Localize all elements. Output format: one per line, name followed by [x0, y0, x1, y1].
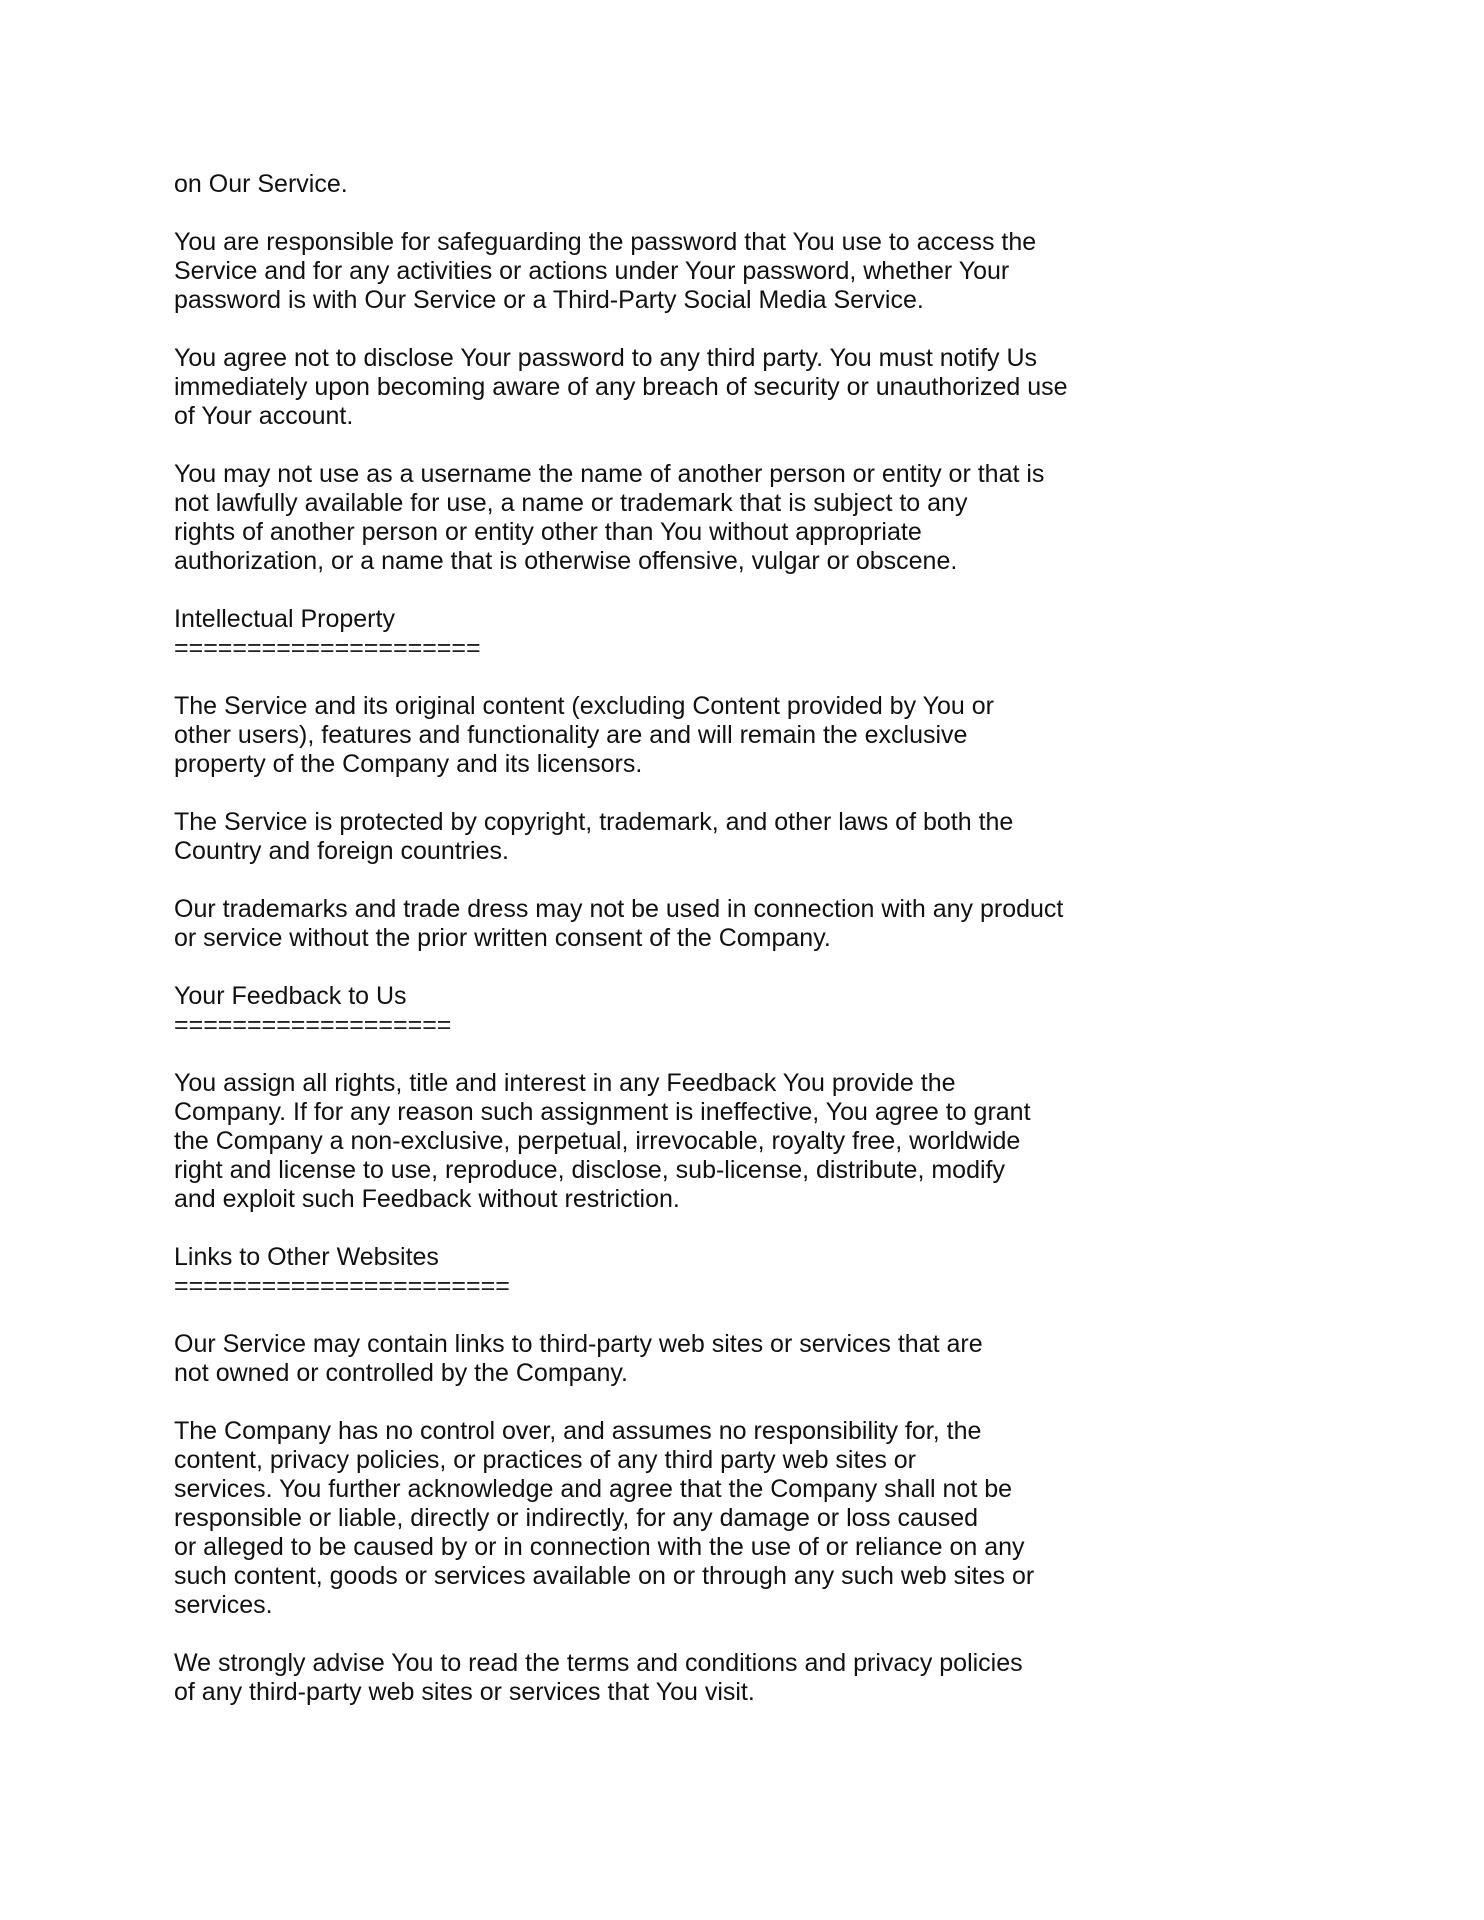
- paragraph-line: Our Service may contain links to third-party web sites or services that are: [174, 1330, 983, 1358]
- paragraph-line: The Company has no control over, and assumes no responsibility for, the: [174, 1417, 982, 1445]
- paragraph: [174, 1330, 1174, 1388]
- paragraph-line: Country and foreign countries.: [174, 837, 509, 865]
- paragraph-line: We strongly advise You to read the terms and conditions and privacy policies: [174, 1649, 1023, 1677]
- paragraph-line: and exploit such Feedback without restriction.: [174, 1185, 680, 1213]
- document-page: [174, 170, 1174, 1736]
- paragraph-line: You agree not to disclose Your password to any third party. You must notify Us: [174, 344, 1038, 372]
- paragraph: [174, 1417, 1174, 1620]
- paragraph-line: Our trademarks and trade dress may not be used in connection with any product: [174, 895, 1064, 923]
- paragraph-line: such content, goods or services available on or through any such web sites or: [174, 1562, 1035, 1590]
- paragraph: [174, 344, 1174, 431]
- paragraph-line: You are responsible for safeguarding the password that You use to access the: [174, 228, 1037, 256]
- section-title: Your Feedback to Us: [174, 982, 407, 1010]
- paragraph-line: authorization, or a name that is otherwise offensive, vulgar or obscene.: [174, 547, 958, 575]
- paragraph: [174, 1069, 1174, 1214]
- section-heading: [174, 605, 1174, 663]
- section-title: Links to Other Websites: [174, 1243, 439, 1271]
- paragraph-line: The Service is protected by copyright, trademark, and other laws of both the: [174, 808, 1014, 836]
- paragraph-line: right and license to use, reproduce, disclose, sub-license, distribute, modify: [174, 1156, 1005, 1184]
- section-underline: =====================: [174, 634, 481, 662]
- section-heading: [174, 982, 1174, 1040]
- paragraph-line: of any third-party web sites or services that You visit.: [174, 1678, 755, 1706]
- paragraph-line: of Your account.: [174, 402, 354, 430]
- paragraph-line: rights of another person or entity other than You without appropriate: [174, 518, 922, 546]
- paragraph: [174, 1649, 1174, 1707]
- paragraph-line: services.: [174, 1591, 273, 1619]
- paragraph-line: or service without the prior written consent of the Company.: [174, 924, 831, 952]
- paragraph: [174, 895, 1174, 953]
- section-underline: ===================: [174, 1011, 452, 1039]
- section-underline: =======================: [174, 1272, 510, 1300]
- paragraph-line: You may not use as a username the name of another person or entity or that is: [174, 460, 1045, 488]
- paragraph-line: Company. If for any reason such assignment is ineffective, You agree to grant: [174, 1098, 1031, 1126]
- section-heading: [174, 1243, 1174, 1301]
- paragraph-line: The Service and its original content (excluding Content provided by You or: [174, 692, 994, 720]
- paragraph-line: on Our Service.: [174, 170, 348, 198]
- paragraph: [174, 228, 1174, 315]
- section-title: Intellectual Property: [174, 605, 395, 633]
- paragraph-line: services. You further acknowledge and agree that the Company shall not be: [174, 1475, 1013, 1503]
- paragraph-line: content, privacy policies, or practices of any third party web sites or: [174, 1446, 916, 1474]
- paragraph-line: You assign all rights, title and interest in any Feedback You provide the: [174, 1069, 956, 1097]
- paragraph: [174, 170, 1174, 199]
- paragraph: [174, 692, 1174, 779]
- paragraph-line: or alleged to be caused by or in connection with the use of or reliance on any: [174, 1533, 1025, 1561]
- paragraph-line: password is with Our Service or a Third-Party Social Media Service.: [174, 286, 924, 314]
- paragraph: [174, 460, 1174, 576]
- paragraph: [174, 808, 1174, 866]
- paragraph-line: not lawfully available for use, a name or trademark that is subject to any: [174, 489, 968, 517]
- paragraph-line: Service and for any activities or actions under Your password, whether Your: [174, 257, 1010, 285]
- paragraph-line: other users), features and functionality are and will remain the exclusive: [174, 721, 968, 749]
- paragraph-line: responsible or liable, directly or indirectly, for any damage or loss caused: [174, 1504, 979, 1532]
- paragraph-line: the Company a non-exclusive, perpetual, irrevocable, royalty free, worldwide: [174, 1127, 1021, 1155]
- paragraph-line: immediately upon becoming aware of any breach of security or unauthorized use: [174, 373, 1068, 401]
- paragraph-line: not owned or controlled by the Company.: [174, 1359, 628, 1387]
- paragraph-line: property of the Company and its licensors.: [174, 750, 643, 778]
